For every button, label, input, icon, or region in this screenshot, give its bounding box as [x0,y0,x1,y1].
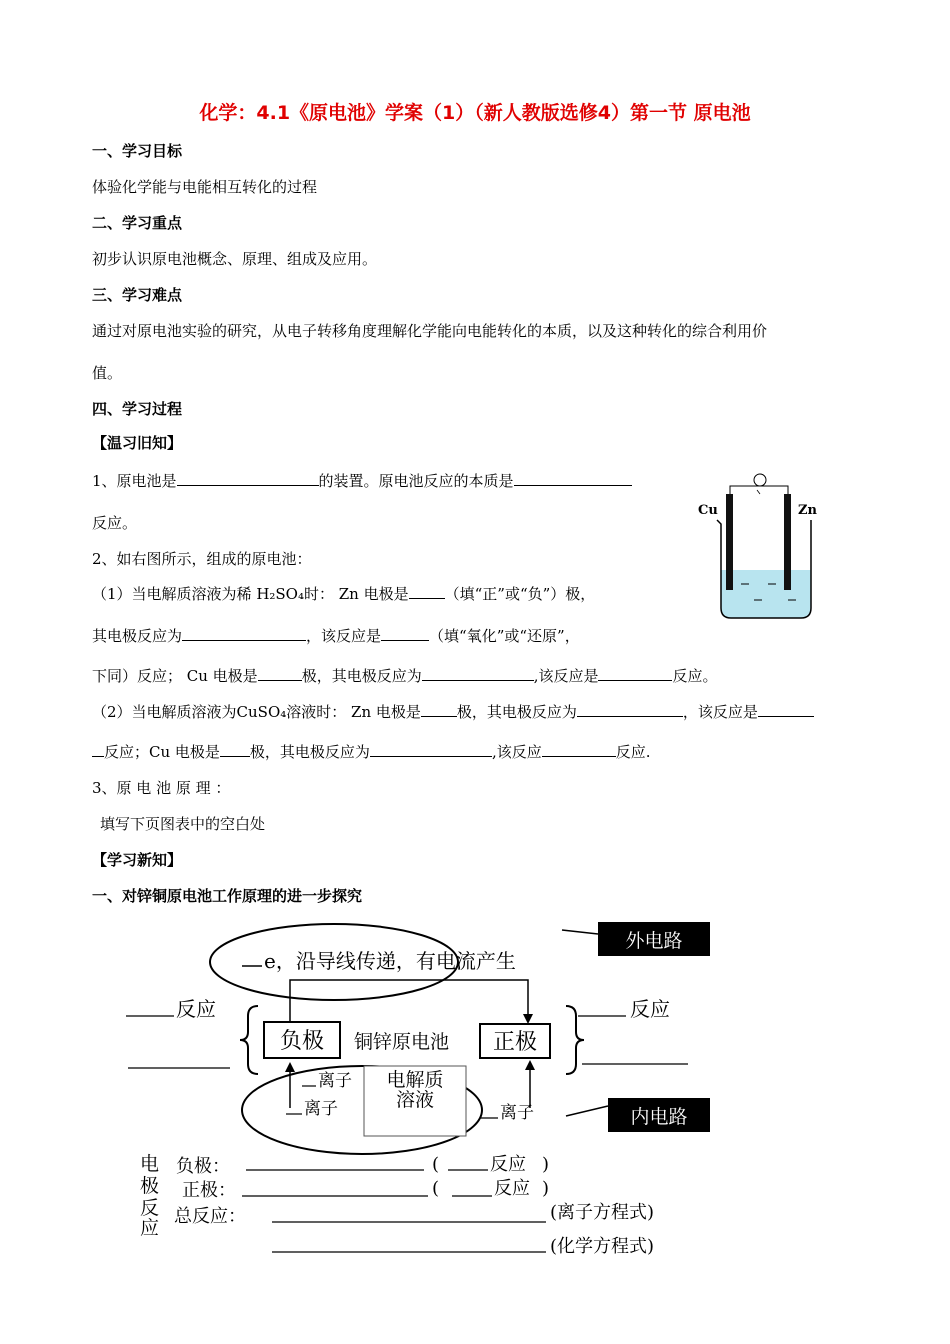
blank-field[interactable] [577,702,683,717]
electrode-reaction-side-4: 应 [140,1217,160,1239]
negative-equation-label: 负极： [176,1156,230,1177]
blank-field[interactable] [758,702,814,717]
q2-2-text-b: 极，其电极反应为 [456,703,577,721]
blank-field[interactable] [421,702,457,717]
principle-diagram [118,918,718,1264]
electrode-reaction-side-1: 电 [140,1153,160,1175]
right-reaction-label: 反应 [630,997,670,1021]
chemical-equation-note: (化学方程式) [550,1236,655,1257]
cell-name: 铜锌原电池 [354,1031,450,1053]
q1-text-b: 的装置。原电池反应的本质是 [318,472,514,490]
blank-field[interactable] [542,742,616,757]
blank-field[interactable] [370,742,492,757]
q2-2-text-d: 反应；Cu 电极是 [104,743,220,761]
page-title: 化学：4.1《原电池》学案（1）（新人教版选修4）第一节 原电池 [199,102,751,124]
section-heading-difficulty: 三、学习难点 [92,286,183,304]
zn-label: Zn [798,503,817,518]
electrolyte-line1: 电解质 [386,1069,444,1091]
q2-1-line2 [92,625,580,646]
arrow-down-icon [523,1014,533,1024]
q2-1-text-i: 反应。 [672,667,718,685]
ion-label-2: 离子 [304,1099,338,1119]
ion-label-1: 离子 [318,1071,352,1091]
positive-reaction-type: 反应 [494,1178,530,1199]
blank-field[interactable] [409,584,445,599]
ion-label-3: 离子 [500,1103,534,1123]
q2-2-text-c: ，该反应是 [682,703,758,721]
external-circuit-label: 外电路 [625,930,683,952]
q2-1-text-h: ,该反应是 [533,667,599,685]
pointer-line [566,1106,608,1116]
blank-field[interactable] [177,471,319,486]
goals-text: 体验化学能与电能相互转化的过程 [92,178,318,196]
q3-text: 填写下页图表中的空白处 [100,815,266,833]
ionic-equation-note: (离子方程式) [550,1202,655,1223]
question-3: 3、原 电 池 原 理 ： [92,779,231,797]
blank-field[interactable] [381,626,429,641]
negative-reaction-type: 反应 [490,1154,526,1175]
section-heading-focus: 二、学习重点 [92,214,183,232]
blank-field[interactable] [598,666,672,681]
electrolyte-line2: 溶液 [395,1089,435,1111]
total-equation-label: 总反应： [174,1206,246,1227]
electrode-reaction-side-2: 极 [140,1175,160,1197]
internal-circuit-label: 内电路 [630,1106,688,1128]
open-paren: ( [432,1154,440,1175]
arrow-up-icon [285,1062,295,1072]
electrode-reaction-side-3: 反 [140,1197,160,1219]
q2-2-text-f: ,该反应 [491,743,542,761]
close-paren: ) [542,1178,550,1199]
difficulty-text-line1: 通过对原电池实验的研究，从电子转移角度理解化学能向电能转化的本质，以及这种转化的综合利用价 [92,322,768,340]
blank-field[interactable] [182,626,306,641]
arrow-up-icon [525,1060,535,1070]
cu-label: Cu [698,503,718,518]
open-paren: ( [432,1178,440,1199]
q2-1-text-d: ，该反应是 [306,627,382,645]
pointer-line [562,930,598,934]
blank-field[interactable] [92,742,104,757]
review-heading: 【温习旧知】 [92,434,183,452]
blank-field[interactable] [514,471,632,486]
q2-1-line1 [92,583,595,604]
q2-1-text-e: （填“氧化”或“还原”， [429,627,580,645]
galvanometer-icon [754,474,766,486]
blank-field[interactable] [258,666,302,681]
q2-2-text-e: 极，其电极反应为 [249,743,370,761]
focus-text: 初步认识原电池概念、原理、组成及应用。 [92,250,378,268]
electron-flow-text: e，沿导线传递，有电流产生 [264,949,516,973]
difficulty-text-line2: 值。 [92,364,123,382]
q2-1-text-a: （1）当电解质溶液为稀 H₂SO₄时： Zn 电极是 [92,585,409,603]
negative-electrode-label: 负极 [279,1029,325,1054]
q2-2-text-g: 反应. [615,743,651,761]
section-heading-process: 四、学习过程 [92,400,183,418]
blank-field[interactable] [220,742,250,757]
positive-equation-label: 正极： [182,1180,236,1201]
close-paren: ) [542,1154,550,1175]
arrow-icon [757,490,760,494]
new-knowledge-subheading: 一、对锌铜原电池工作原理的进一步探究 [92,887,363,905]
question-1 [92,470,632,491]
q2-1-text-c: 其电极反应为 [92,627,183,645]
question-2: 2、如右图所示，组成的原电池： [92,550,312,568]
new-knowledge-heading: 【学习新知】 [92,851,183,869]
cu-electrode [726,494,733,590]
q2-2-line2 [92,741,651,762]
q1-line2: 反应。 [92,514,138,532]
galvanic-cell-figure [696,468,826,624]
blank-field[interactable] [422,666,534,681]
wire [730,486,788,512]
left-brace [240,1006,258,1074]
q2-1-text-g: 极，其电极反应为 [301,667,422,685]
q2-2-text-a: （2）当电解质溶液为CuSO₄溶液时： Zn 电极是 [92,703,421,721]
q2-1-text-b: （填“正”或“负”）极， [444,585,596,603]
left-reaction-label: 反应 [176,997,216,1021]
q2-1-text-f: 下同）反应； Cu 电极是 [92,667,258,685]
section-heading-goals: 一、学习目标 [92,142,183,160]
positive-electrode-label: 正极 [492,1030,538,1055]
wire-path [290,980,528,1028]
q1-text-a: 1、原电池是 [92,472,177,490]
zn-electrode [784,494,791,590]
q2-1-line3 [92,665,718,686]
q2-2-line1 [92,701,814,722]
electrolyte-liquid [721,570,811,618]
